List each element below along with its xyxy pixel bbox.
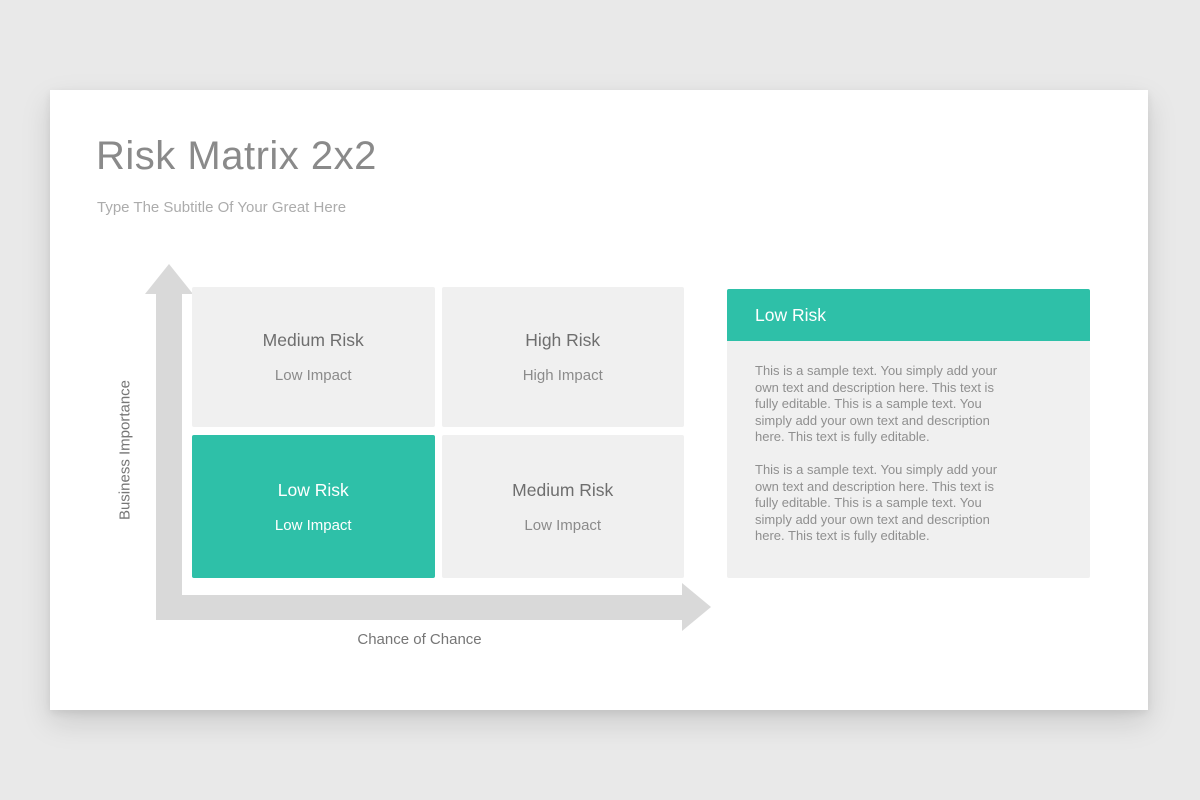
slide-title: Risk Matrix 2x2 (96, 134, 377, 178)
y-axis-arrow-shaft (156, 293, 182, 620)
quadrant-risk-label: High Risk (525, 330, 601, 350)
quadrant-bottom-left-highlighted (192, 435, 435, 578)
quadrant-top-left (192, 287, 435, 427)
quadrant-risk-label: Medium Risk (512, 479, 614, 500)
detail-panel-body (727, 341, 1090, 578)
y-axis-arrow-head (145, 264, 193, 294)
risk-matrix-grid (192, 287, 684, 578)
x-axis-label: Chance of Chance (357, 631, 482, 648)
detail-panel-header: Low Risk (727, 289, 1090, 341)
quadrant-impact-label: Low Impact (274, 367, 352, 384)
quadrant-impact-label: High Impact (522, 367, 603, 384)
quadrant-bottom-right (442, 435, 685, 578)
slide-subtitle: Type The Subtitle Of Your Great Here (97, 199, 347, 216)
x-axis-arrow-head (682, 583, 711, 631)
quadrant-impact-label: Low Impact (524, 516, 602, 534)
quadrant-risk-label: Medium Risk (262, 330, 364, 350)
quadrant-risk-label: Low Risk (277, 479, 349, 500)
quadrant-impact-label: Low Impact (274, 516, 352, 534)
detail-paragraph: This is a sample text. You simply add your own text and description here. This text is fully editable. This is a sample text. You simply add your own text and description here. This text is fully editable. (755, 461, 998, 544)
y-axis-label: Business Importance (116, 379, 134, 521)
quadrant-top-right (442, 287, 685, 427)
slide (50, 90, 1148, 710)
detail-paragraph: This is a sample text. You simply add your own text and description here. This text is fully editable. This is a sample text. You simply add your own text and description here. This text is fully editable. (755, 363, 998, 445)
detail-panel (727, 289, 1090, 578)
x-axis-arrow-shaft (156, 595, 683, 620)
